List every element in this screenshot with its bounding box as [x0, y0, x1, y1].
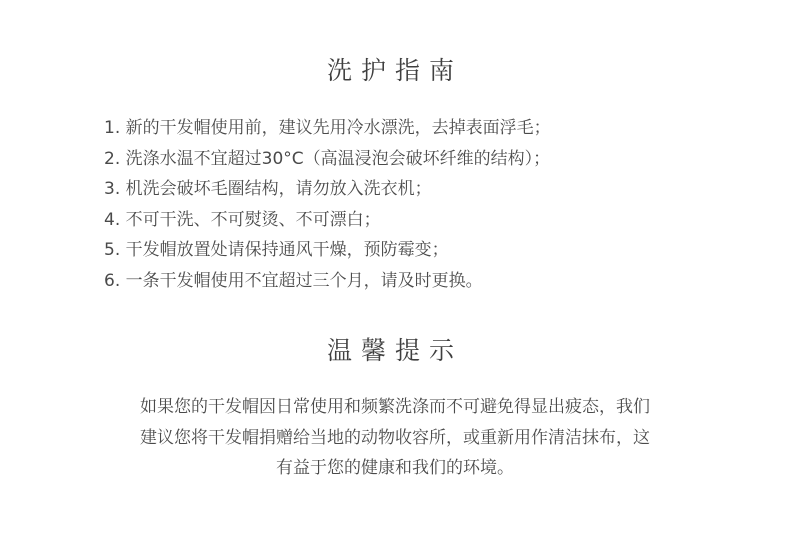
care-item: 1. 新的干发帽使用前，建议先用冷水漂洗，去掉表面浮毛；	[104, 118, 551, 138]
care-instructions-list	[104, 113, 551, 297]
tips-line: 建议您将干发帽捐赠给当地的动物收容所，或重新用作清洁抹布，这	[140, 427, 650, 448]
warm-tips-title: 温馨提示	[326, 336, 463, 365]
warm-tips-paragraph	[70, 392, 720, 484]
care-item: 2. 洗涤水温不宜超过30°C（高温浸泡会破坏纤维的结构）；	[104, 148, 551, 169]
care-item: 3. 机洗会破坏毛圈结构，请勿放入洗衣机；	[104, 179, 432, 200]
care-item: 5. 干发帽放置处请保持通风干燥，预防霉变；	[104, 240, 449, 261]
tips-line: 如果您的干发帽因日常使用和频繁洗涤而不可避免得显出疲态，我们	[140, 397, 650, 417]
care-item: 6. 一条干发帽使用不宜超过三个月，请及时更换。	[104, 270, 483, 291]
care-guide-title: 洗护指南	[326, 56, 463, 85]
tips-line: 有益于您的健康和我们的环境。	[276, 458, 514, 478]
care-item: 4. 不可干洗、不可熨烫、不可漂白；	[104, 209, 381, 230]
